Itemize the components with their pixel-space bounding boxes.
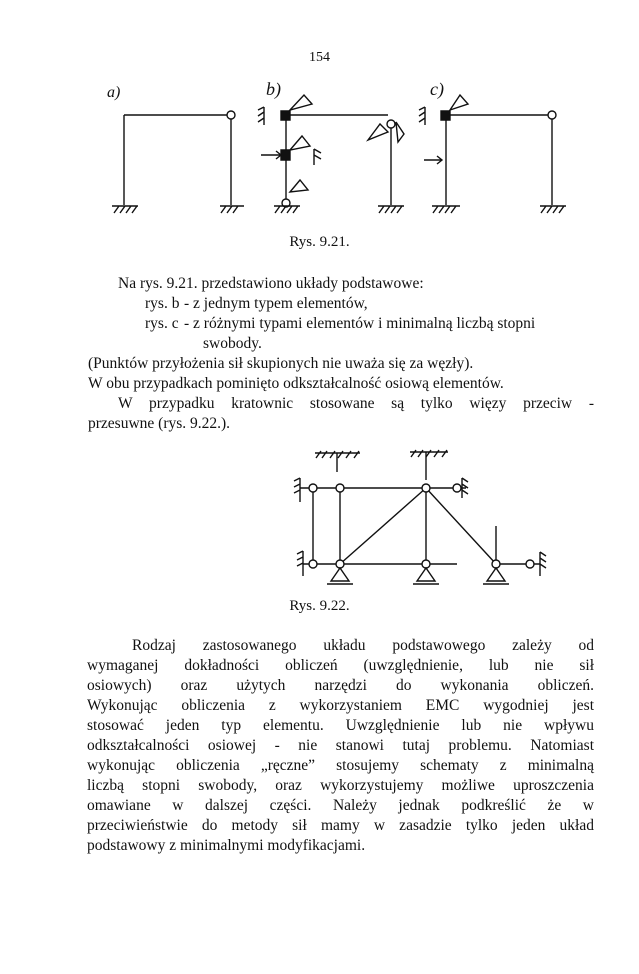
intro-line-7: W przypadku kratownic stosowane są tylko więzy przeciw - — [118, 395, 594, 412]
intro-line-8: przesuwne (rys. 9.22.). — [88, 415, 231, 432]
intro-line-2-text: - z jednym typem elementów, — [184, 295, 368, 312]
intro-line-4: swobody. — [203, 335, 262, 352]
intro-line-5: (Punktów przyłożenia sił skupionych nie uważa się za węzły). — [88, 355, 474, 372]
paragraph-line-5: stosować jeden typ elementu. Uwzględnienie lub nie wpływu — [87, 717, 594, 734]
paragraph-line-4: Wykonując obliczenia z wykorzystaniem EMC wygodniej jest — [87, 697, 594, 714]
intro-line-1: Na rys. 9.21. przedstawiono układy podstawowe: — [118, 275, 424, 292]
frame-c — [419, 95, 566, 213]
paragraph-line-11: podstawowy z minimalnymi modyfikacjami. — [87, 837, 366, 854]
paragraph-line-7: wykonując obliczenia „ręczne” stosujemy schematy z minimalną — [87, 757, 594, 774]
intro-line-3-text: - z różnymi typami elementów i minimalną liczbą stopni — [184, 315, 536, 332]
figure-label-c: c) — [430, 79, 444, 99]
intro-line-3-key: rys. c — [145, 315, 179, 332]
paragraph-line-9: omawiane w dalszej części. Należy jednak podkreślić że w — [87, 797, 594, 814]
paragraph-line-8: liczbą stopni swobody, oraz wykorzystujemy możliwe uproszczenia — [87, 777, 594, 794]
paragraph-line-3: osiowych) oraz użytych narzędzi do wykonania obliczeń. — [87, 677, 594, 694]
paragraph-line-10: przeciwieństwie do metody sił mamy w zasadzie tylko jeden układ — [87, 817, 594, 834]
intro-line-6: W obu przypadkach pominięto odkształcalność osiową elementów. — [88, 375, 504, 392]
figure-caption-9-21: Rys. 9.21. — [289, 234, 350, 250]
figure-9-22-truss — [0, 436, 639, 596]
page-number: 154 — [309, 50, 330, 65]
frame-a — [112, 111, 244, 213]
paragraph-line-1: Rodzaj zastosowanego układu podstawowego zależy od — [132, 637, 594, 654]
intro-line-2-key: rys. b — [145, 295, 180, 312]
frame-b — [258, 95, 404, 213]
figure-label-a: a) — [107, 84, 121, 101]
paragraph-line-2: wymaganej dokładności obliczeń (uwzględnienie, lub nie sił — [87, 657, 594, 674]
figure-caption-9-22: Rys. 9.22. — [289, 598, 350, 614]
paragraph-line-6: odkształcalności osiowej - nie stanowi tutaj problemu. Natomiast — [87, 737, 594, 754]
figure-label-b: b) — [266, 79, 281, 99]
figure-9-21 — [0, 0, 639, 230]
